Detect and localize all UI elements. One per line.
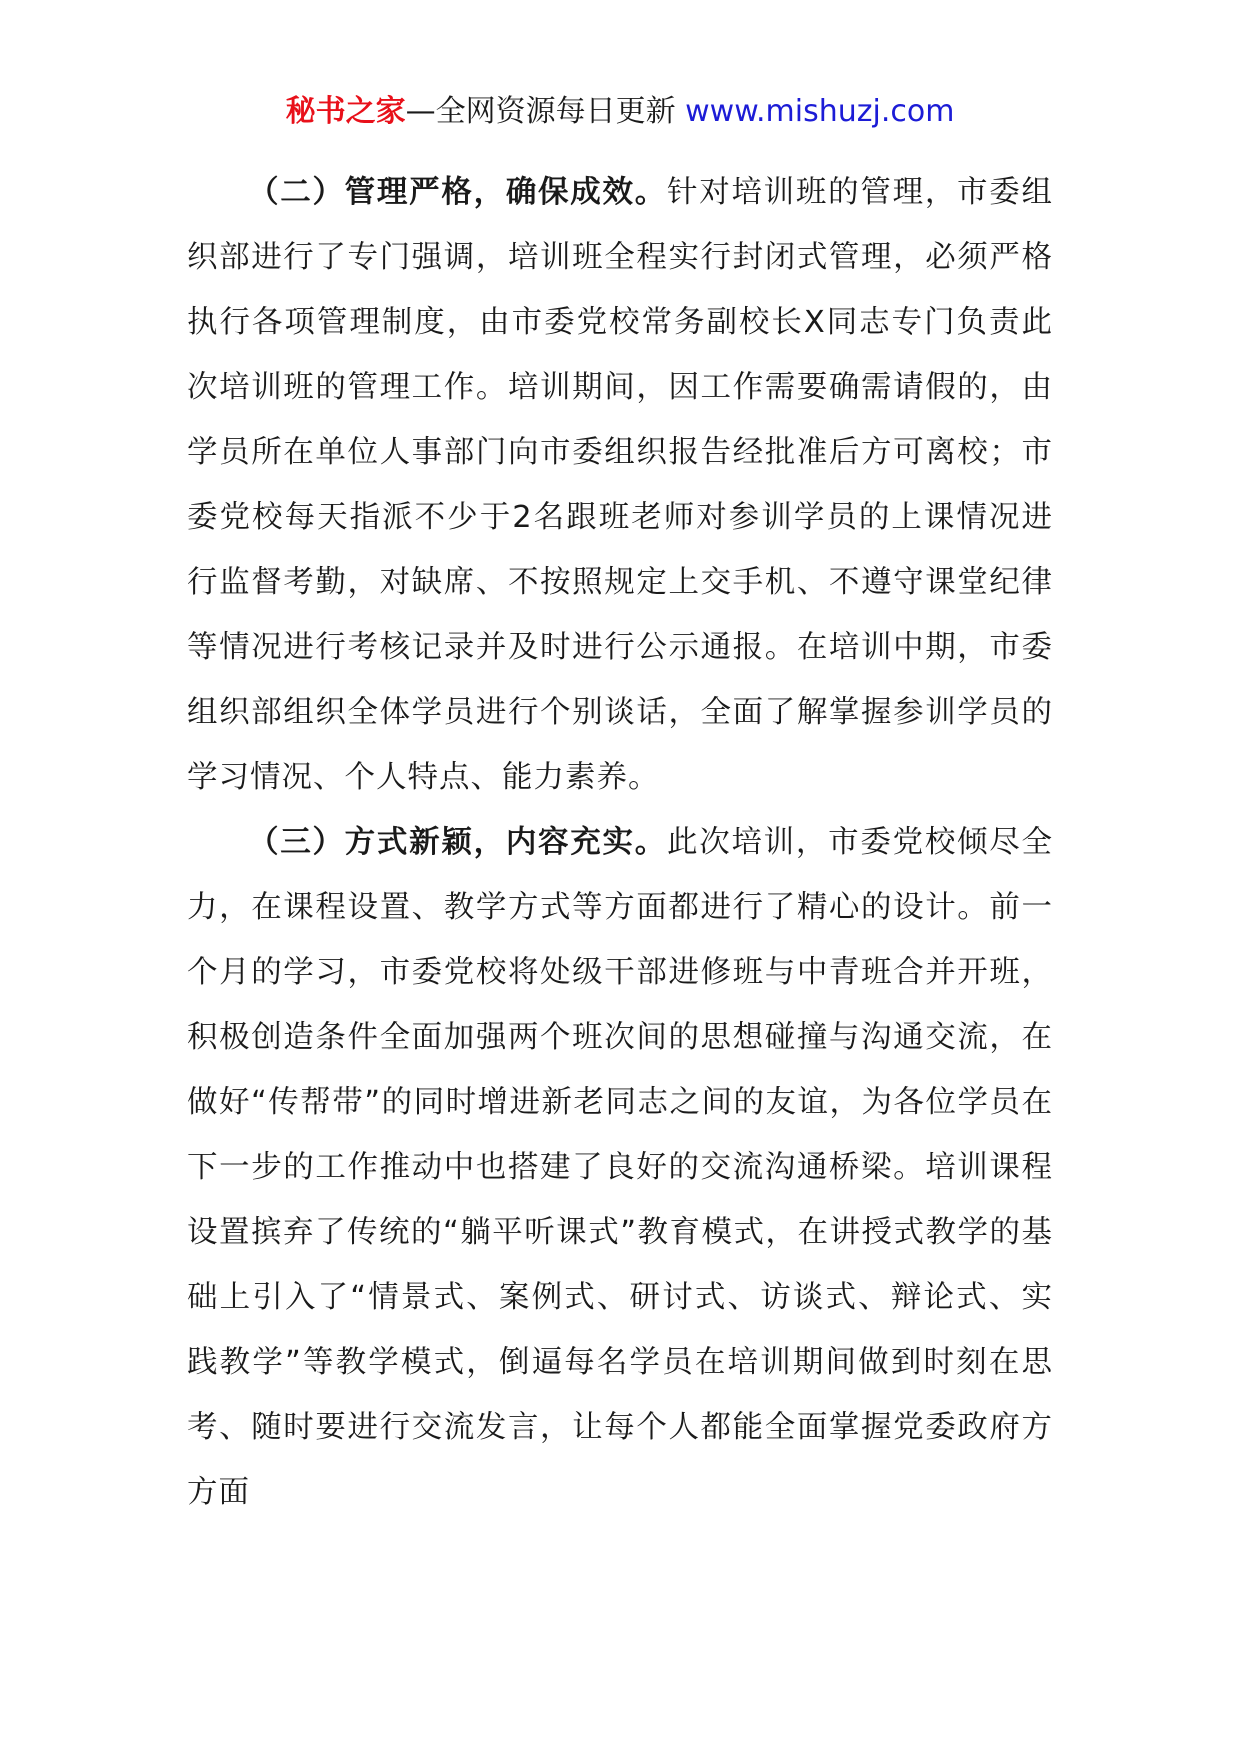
site-brand: 秘书之家 — [285, 94, 406, 129]
document-body — [187, 160, 1053, 1525]
paragraph-methods — [187, 810, 1053, 1525]
paragraph-heading: （三）方式新颖，内容充实。 — [248, 825, 667, 860]
site-header — [0, 90, 1240, 134]
paragraph-heading: （二）管理严格，确保成效。 — [248, 175, 667, 210]
paragraph-text: 针对培训班的管理，市委组织部进行了专门强调，培训班全程实行封闭式管理，必须严格执行各项管理制度，由市委党校常务副校长X同志专门负责此次培训班的管理工作。培训期间，因工作需要确需请假的，由学员所在单位人事部门向市委组织报告经批准后方可离校；市委党校每天指派不少于2名跟班老师对参训学员的上课情况进行监督考勤，对缺席、不按照规定上交手机、不遵守课堂纪律等情况进行考核记录并及时进行公示通报。在培训中期，市委组织部组织全体学员进行个别谈话，全面了解掌握参训学员的学习情况、个人特点、能力素养。 — [187, 175, 1054, 795]
paragraph-management — [187, 160, 1053, 810]
site-tagline: —全网资源每日更新 — [405, 94, 686, 129]
paragraph-text: 此次培训，市委党校倾尽全力，在课程设置、教学方式等方面都进行了精心的设计。前一个月的学习，市委党校将处级干部进修班与中青班合并开班，积极创造条件全面加强两个班次间的思想碰撞与沟通交流，在做好“传帮带”的同时增进新老同志之间的友谊，为各位学员在下一步的工作推动中也搭建了良好的交流沟通桥梁。培训课程设置摈弃了传统的“躺平听课式”教育模式，在讲授式教学的基础上引入了“情景式、案例式、研讨式、访谈式、辩论式、实践教学”等教学模式，倒逼每名学员在培训期间做到时刻在思考、随时要进行交流发言，让每个人都能全面掌握党委政府方方面 — [187, 825, 1054, 1510]
site-url-link[interactable]: www.mishuzj.com — [685, 94, 955, 129]
